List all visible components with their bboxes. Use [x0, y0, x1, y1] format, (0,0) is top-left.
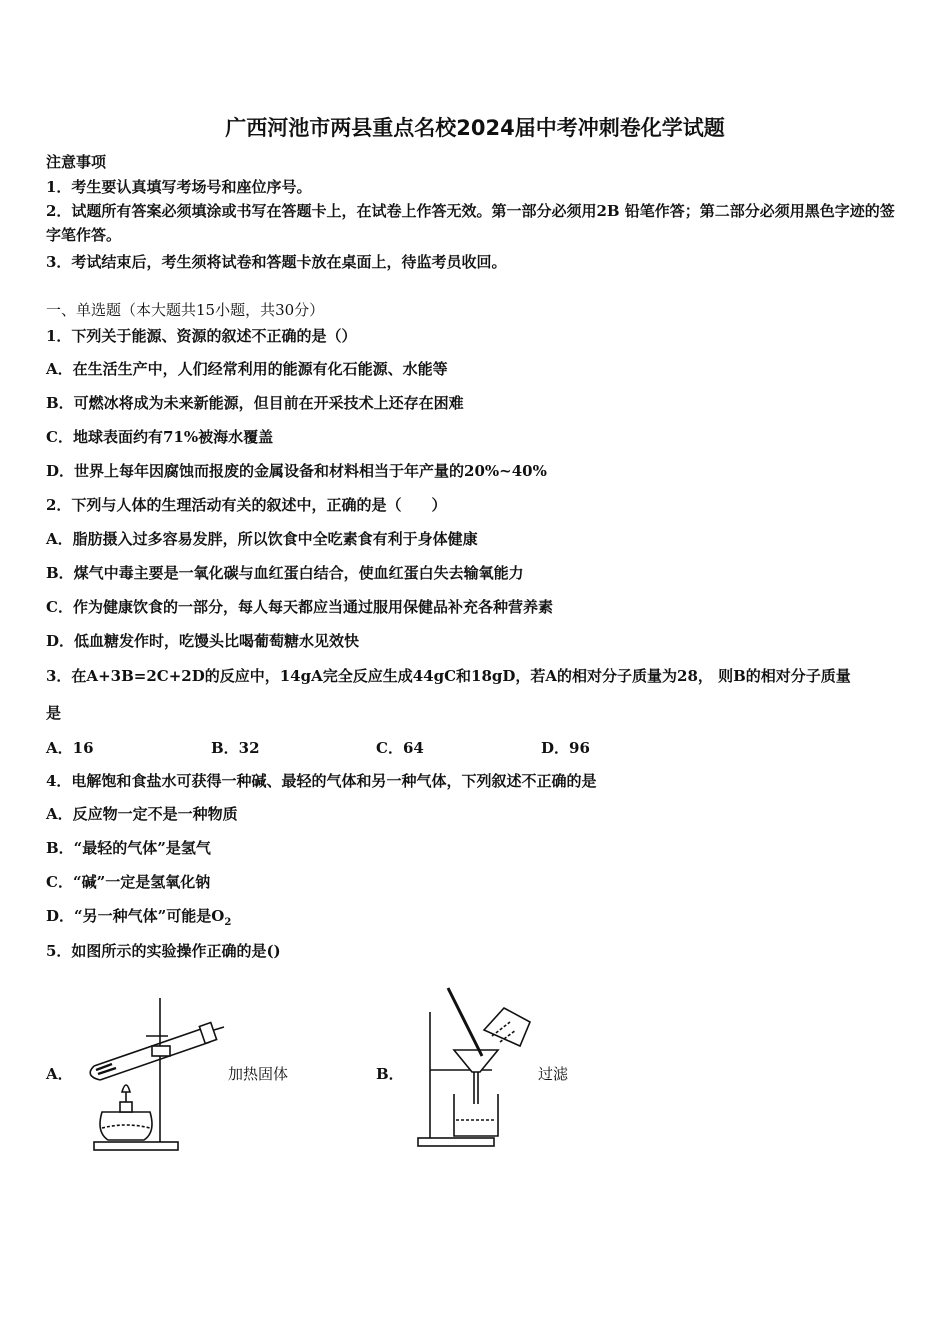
page-title: 广西河池市两县重点名校2024届中考冲刺卷化学试题 [225, 116, 725, 140]
figure-caption: 过滤 [538, 1065, 569, 1083]
question-stem: 5．如图所示的实验操作正确的是() [46, 942, 281, 960]
question-option: A．反应物一定不是一种物质 [46, 805, 238, 823]
subscript: 2 [224, 917, 232, 928]
notice-item: 3．考试结束后，考生须将试卷和答题卡放在桌面上，待监考员收回。 [46, 253, 507, 271]
question-option: C．“碱”一定是氢氧化钠 [46, 873, 211, 891]
question-option: B．“最轻的气体”是氢气 [46, 839, 211, 857]
question-option: B．煤气中毒主要是一氧化碳与血红蛋白结合，使血红蛋白失去输氧能力 [46, 564, 524, 582]
figure-caption: 加热固体 [228, 1065, 289, 1083]
question-option: A．在生活生产中，人们经常利用的能源有化石能源、水能等 [46, 360, 448, 378]
question-option: D．低血糖发作时，吃馒头比喝葡萄糖水见效快 [46, 632, 360, 650]
question-option [46, 906, 231, 933]
question-option: A．脂肪摄入过多容易发胖，所以饮食中全吃素食有利于身体健康 [46, 530, 478, 548]
question-option: D．96 [541, 739, 590, 757]
notice-item: 1．考生要认真填写考场号和座位序号。 [46, 178, 312, 196]
question-stem: 1．下列关于能源、资源的叙述不正确的是（） [46, 327, 357, 345]
question-stem: 3．在A+3B=2C+2D的反应中，14gA完全反应生成44gC和18gD，若A的相对分子质量为28， 则B的相对分子质量 [46, 667, 851, 685]
question-option: C．地球表面约有71%被海水覆盖 [46, 428, 274, 446]
question-option: C．作为健康饮食的一部分，每人每天都应当通过服用保健品补充各种营养素 [46, 598, 553, 616]
question-stem: 2．下列与人体的生理活动有关的叙述中，正确的是（ ） [46, 496, 447, 514]
question-option: A．16 [46, 739, 94, 757]
question-option: B．32 [211, 739, 260, 757]
question-stem: 4．电解饱和食盐水可获得一种碱、最轻的气体和另一种气体，下列叙述不正确的是 [46, 772, 597, 790]
question-option: B．可燃冰将成为未来新能源，但目前在开采技术上还存在困难 [46, 394, 464, 412]
question-option: C．64 [376, 739, 424, 757]
figure-letter: A． [46, 1065, 73, 1083]
figure-letter: B． [376, 1065, 404, 1083]
question-stem-continued: 是 [46, 704, 62, 722]
notice-item: 2．试题所有答案必须填涂或书写在答题卡上，在试卷上作答无效。第一部分必须用2B 铅笔作答；第二部分必须用黑色字迹的签字笔作答。 [46, 202, 895, 244]
question-option: D．世界上每年因腐蚀而报废的金属设备和材料相当于年产量的20%~40% [46, 462, 547, 480]
heating-apparatus-icon [72, 990, 232, 1158]
filtration-apparatus-icon [412, 984, 540, 1152]
notice-heading: 注意事项 [46, 153, 107, 171]
question-option-text: D．“另一种气体”可能是O [46, 907, 225, 925]
section-heading: 一、单选题（本大题共15小题，共30分） [46, 301, 325, 319]
